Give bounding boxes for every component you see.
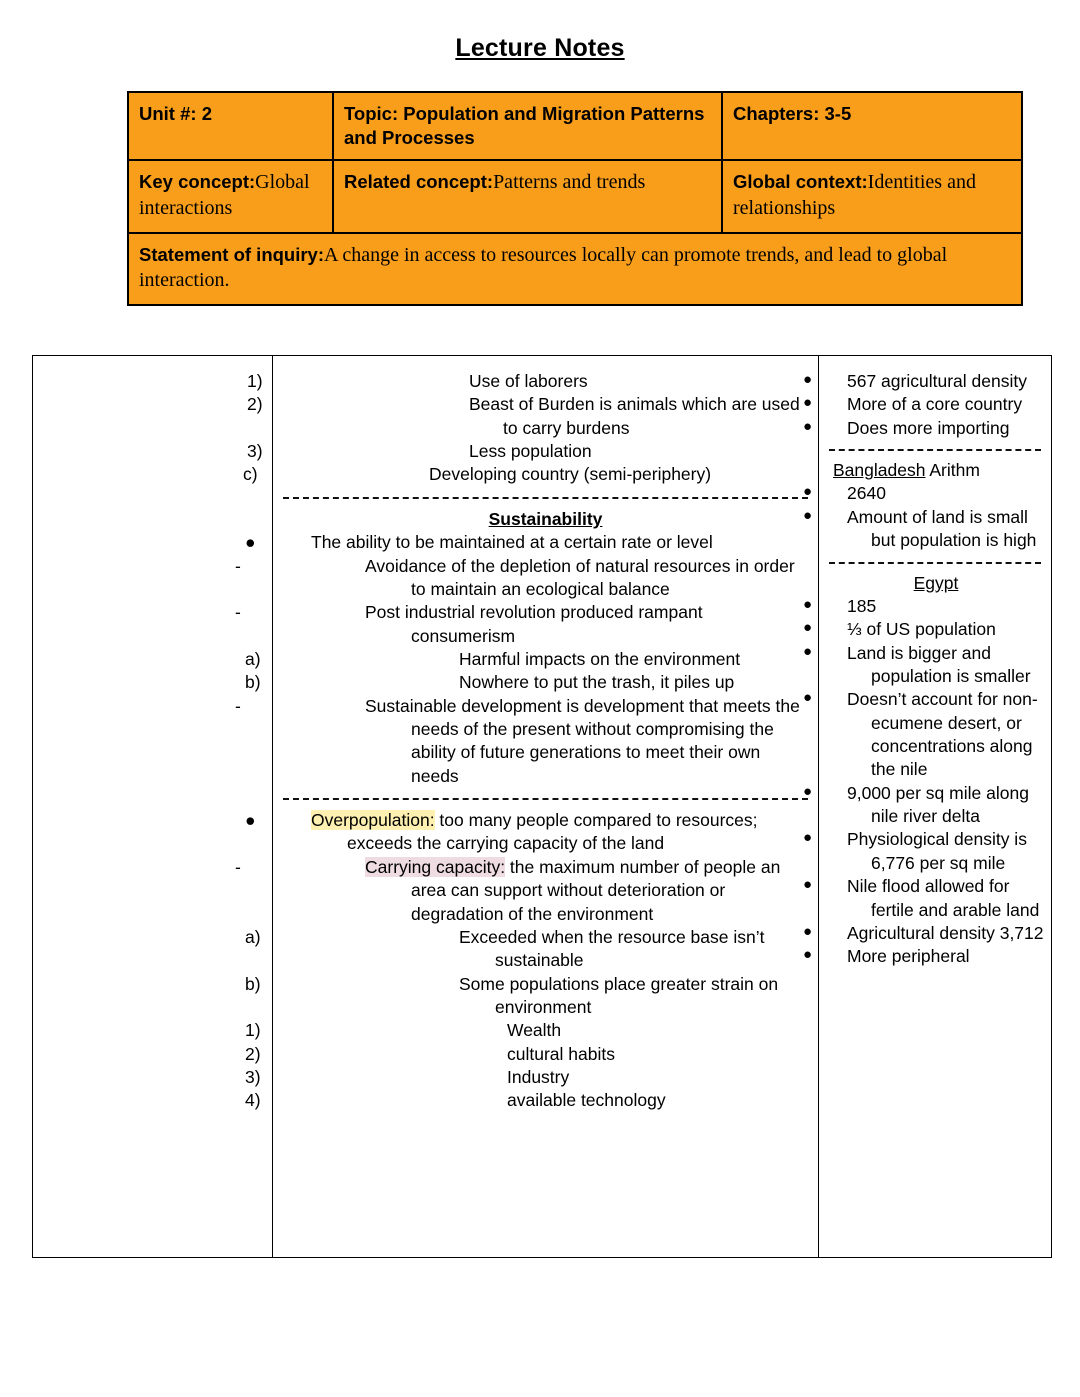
list-item: ● Doesn’t account for non-ecumene desert, or concentrations along the nile [803,689,1038,780]
list-text: Agricultural density 3,712 [847,922,1044,943]
list-item: ● ⅓ of US population [803,619,996,640]
list-text: Amount of land is small but population is high [847,506,1037,551]
right-block-2 [803,459,1045,552]
list-text: The ability to be maintained at a certain rate or level [311,532,713,553]
carrying-capacity-text: the maximum number of people an area can support without deterioration or degradation of the environment [411,856,781,924]
list-item: ● Agricultural density 3,712 [803,922,1044,943]
list-item: ● Nile flood allowed for fertile and arable land [803,876,1040,920]
overpopulation-definition: ● Overpopulation: too many people compared to resources; exceeds the carrying capacity of the land [245,810,758,854]
list-text: 185 [847,595,877,616]
key-concept-value: Global interactions [139,171,310,219]
list-item: ● The ability to be maintained at a certain rate or level [245,532,713,553]
list-item: ● Land is bigger and population is smaller [803,642,1031,686]
list-text: Does more importing [847,417,1010,438]
section-divider [829,449,1041,451]
list-text: More peripheral [847,946,970,967]
notes-left-content [33,356,272,380]
list-item: 2) cultural habits [245,1043,615,1064]
section-divider [829,562,1041,564]
list-text: Industry [507,1067,570,1088]
bangladesh-heading-underlined: Bangladesh [833,460,926,481]
list-item: ● Does more importing [803,417,1010,438]
carrying-capacity-term: Carrying capacity: [365,856,506,877]
list-item: 1) Wealth [245,1020,562,1041]
list-text: 2640 [847,483,886,504]
list-item: ● 9,000 per sq mile along nile river delta [803,782,1029,827]
list-text: 567 agricultural density [847,371,1027,391]
middle-block-3 [235,809,810,1113]
list-item: 1) Use of laborers [247,371,588,391]
list-text: Exceeded when the resource base isn’t sustainable [459,926,765,971]
related-concept-value: Patterns and trends [493,171,646,194]
list-item: ● 567 agricultural density [803,371,1027,391]
carrying-capacity-definition: - Carrying capacity: the maximum number of people an area can support without deterioration or degradation of the environment [235,856,781,924]
list-item: 2) Beast of Burden is animals which are used to carry burdens [247,394,800,438]
right-block-3 [803,572,1045,969]
right-block-1 [803,370,1045,440]
notes-right-content [803,356,1051,979]
list-text: cultural habits [507,1043,615,1064]
global-context-value: Identities and relationships [733,171,976,219]
section-divider [283,497,808,499]
chapters-cell [722,92,1022,160]
statement-of-inquiry-value: A change in access to resources locally can promote trends, and lead to global interaction. [139,243,948,292]
list-item: a) Harmful impacts on the environment [245,648,741,669]
related-concept-label: Related concept: [344,171,494,193]
list-item: ● Amount of land is small but population is high [803,506,1037,551]
unit-table-row-1 [128,92,1022,160]
list-item: b) Some populations place greater strain on environment [245,973,779,1017]
list-text: Developing country (semi-periphery) [429,464,712,485]
list-text: Less population [469,441,592,462]
list-item: c) Developing country (semi-periphery) [243,464,712,485]
list-text: available technology [507,1090,666,1111]
list-text: ⅓ of US population [847,619,996,640]
list-item: ● More of a core country [803,394,1023,415]
list-text: Land is bigger and population is smaller [847,642,1031,686]
unit-number-cell [128,92,333,160]
list-item: ● 185 [803,595,877,616]
list-text: Nowhere to put the trash, it piles up [459,672,735,693]
unit-table-row-2 [128,160,1022,232]
list-text: Physiological density is 6,776 per sq mile [847,829,1027,873]
overpopulation-text: too many people compared to resources; exceeds the carrying capacity of the land [347,810,758,854]
key-concept-label: Key concept: [139,171,256,193]
egypt-heading [827,572,1045,595]
page-title: Lecture Notes [455,34,625,62]
list-text: Sustainable development is development that meets the needs of the present without compromising the ability of future generations to meet their own needs [365,695,800,786]
unit-number-label: Unit #: 2 [139,103,212,124]
list-item: 4) available technology [245,1090,666,1111]
list-text: Post industrial revolution produced rampant consumerism [365,602,703,646]
statement-of-inquiry-cell [128,233,1022,305]
egypt-heading-underlined: Egypt [913,572,959,593]
list-item: 3) Less population [247,441,592,462]
key-concept-cell [128,160,333,232]
unit-info-table [127,91,1023,306]
list-text: More of a core country [847,394,1023,415]
list-item: ● Physiological density is 6,776 per sq mile [803,829,1027,873]
middle-block-1 [243,370,810,487]
unit-table-row-3 [128,233,1022,305]
notes-right-column [803,356,1052,1258]
list-item: b) Nowhere to put the trash, it piles up [245,672,735,693]
middle-block-2 [235,508,810,788]
list-text: Nile flood allowed for fertile and arable land [847,876,1040,920]
global-context-label: Global context: [733,171,868,193]
list-item: - Post industrial revolution produced rampant consumerism [235,602,703,646]
section-divider [283,798,808,800]
notes-table-row [33,356,1052,1258]
list-text: Doesn’t account for non-ecumene desert, or concentrations along the nile [847,689,1038,780]
list-text: Use of laborers [469,371,588,391]
list-text: 9,000 per sq mile along nile river delta [847,782,1029,827]
list-item: a) Exceeded when the resource base isn’t sustainable [245,926,765,971]
list-item: - Avoidance of the depletion of natural resources in order to maintain an ecological balance [235,555,795,599]
list-text: Beast of Burden is animals which are used to carry burdens [469,394,800,438]
topic-cell [333,92,722,160]
statement-of-inquiry-label: Statement of inquiry: [139,243,325,265]
notes-left-column [33,356,273,1258]
list-item: - Sustainable development is development that meets the needs of the present without compromising the ability of future generations to meet their own needs [235,695,800,786]
list-text: Wealth [507,1020,562,1041]
sustainability-heading: Sustainability [488,508,603,529]
list-item: 3) Industry [245,1067,570,1088]
overpopulation-term: Overpopulation: [311,810,435,831]
list-text: Some populations place greater strain on environment [459,973,779,1017]
chapters-label: Chapters: 3-5 [733,103,852,124]
list-item: ● More peripheral [803,946,970,967]
topic-label: Topic: Population and Migration Patterns and Processes [344,103,705,148]
notes-middle-column [235,356,819,1258]
list-text: Avoidance of the depletion of natural resources in order to maintain an ecological balance [365,555,795,599]
bangladesh-heading [827,459,1045,482]
related-concept-cell [333,160,722,232]
notes-table [32,355,1052,1258]
list-item: ● 2640 [803,483,886,504]
notes-middle-content [235,356,818,1123]
list-text: Harmful impacts on the environment [459,648,741,669]
bangladesh-heading-plain: Arithm [925,460,980,481]
global-context-cell [722,160,1022,232]
